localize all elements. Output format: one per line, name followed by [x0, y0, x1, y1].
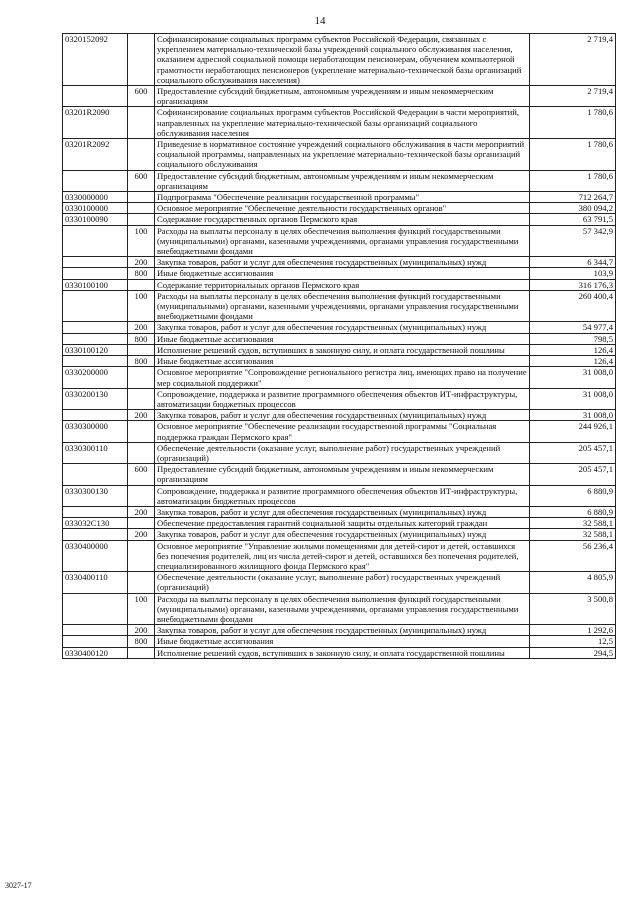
amount-cell: 63 791,5: [530, 214, 616, 225]
description-cell: Сопровождение, поддержка и развитие программного обеспечения объектов ИТ-инфраструктуры, автоматизации бюджетных процессов: [155, 485, 530, 506]
amount-cell: 712 264,7: [530, 192, 616, 203]
description-cell: Закупка товаров, работ и услуг для обеспечения государственных (муниципальных) нужд: [155, 322, 530, 333]
amount-cell: 2 719,4: [530, 34, 616, 86]
code-cell: [63, 225, 128, 257]
table-row: [63, 572, 616, 593]
code-cell: [63, 86, 128, 107]
code-cell: [63, 410, 128, 421]
amount-cell: 798,5: [530, 333, 616, 344]
amount-cell: 1 780,6: [530, 107, 616, 139]
description-cell: Основное мероприятие "Управление жилыми помещениями для детей-сирот и детей, оставшихся без попечения родителей, лиц из числа детей-сирот и детей, оставшихся без попечения родителей, специализированного жилищного фонда Пермского края": [155, 540, 530, 572]
amount-cell: 6 880,9: [530, 485, 616, 506]
table-row: [63, 139, 616, 171]
amount-cell: 54 977,4: [530, 322, 616, 333]
amount-cell: 1 780,6: [530, 170, 616, 191]
description-cell: Предоставление субсидий бюджетным, автономным учреждениям и иным некоммерческим организациям: [155, 464, 530, 485]
expense-type-cell: [128, 388, 155, 409]
expense-type-cell: 800: [128, 636, 155, 647]
amount-cell: 56 236,4: [530, 540, 616, 572]
amount-cell: 3 500,8: [530, 593, 616, 625]
table-row: [63, 540, 616, 572]
code-cell: 0330300000: [63, 421, 128, 442]
code-cell: 03201R2092: [63, 139, 128, 171]
amount-cell: 244 926,1: [530, 421, 616, 442]
description-cell: Закупка товаров, работ и услуг для обеспечения государственных (муниципальных) нужд: [155, 625, 530, 636]
code-cell: 0330400110: [63, 572, 128, 593]
amount-cell: 126,4: [530, 344, 616, 355]
expense-type-cell: [128, 518, 155, 529]
amount-cell: 103,9: [530, 268, 616, 279]
code-cell: 0330400120: [63, 647, 128, 658]
code-cell: 033032C130: [63, 518, 128, 529]
table-row: [63, 268, 616, 279]
amount-cell: 57 342,9: [530, 225, 616, 257]
description-cell: Исполнение решений судов, вступивших в законную силу, и оплата государственной пошлины: [155, 647, 530, 658]
description-cell: Иные бюджетные ассигнования: [155, 356, 530, 367]
table-row: [63, 170, 616, 191]
table-row: [63, 410, 616, 421]
table-row: [63, 322, 616, 333]
description-cell: Закупка товаров, работ и услуг для обеспечения государственных (муниципальных) нужд: [155, 529, 530, 540]
expense-type-cell: [128, 203, 155, 214]
description-cell: Иные бюджетные ассигнования: [155, 636, 530, 647]
expense-type-cell: [128, 107, 155, 139]
description-cell: Обеспечение деятельности (оказание услуг, выполнение работ) государственных учреждений (организаций): [155, 442, 530, 463]
budget-table: [62, 33, 616, 659]
table-row: [63, 367, 616, 388]
description-cell: Основное мероприятие "Сопровождение регионального регистра лиц, имеющих право на получение мер социальной поддержки": [155, 367, 530, 388]
expense-type-cell: 100: [128, 290, 155, 322]
code-cell: 0330100120: [63, 344, 128, 355]
amount-cell: 31 008,0: [530, 388, 616, 409]
budget-table-body: [63, 34, 616, 659]
expense-type-cell: 600: [128, 86, 155, 107]
amount-cell: 316 176,3: [530, 279, 616, 290]
expense-type-cell: 200: [128, 506, 155, 517]
expense-type-cell: [128, 421, 155, 442]
expense-type-cell: [128, 485, 155, 506]
table-row: [63, 529, 616, 540]
amount-cell: 380 094,2: [530, 203, 616, 214]
amount-cell: 31 008,0: [530, 410, 616, 421]
table-row: [63, 192, 616, 203]
description-cell: Содержание территориальных органов Пермского края: [155, 279, 530, 290]
description-cell: Закупка товаров, работ и услуг для обеспечения государственных (муниципальных) нужд: [155, 257, 530, 268]
code-cell: 0320152092: [63, 34, 128, 86]
table-row: [63, 356, 616, 367]
description-cell: Расходы на выплаты персоналу в целях обеспечения выполнения функций государственными (муниципальными) органами, казенными учреждениями, органами управления государственными внебюджетными фондами: [155, 225, 530, 257]
code-cell: 03201R2090: [63, 107, 128, 139]
page-number: 14: [314, 15, 326, 27]
code-cell: 0330000000: [63, 192, 128, 203]
amount-cell: 205 457,1: [530, 442, 616, 463]
description-cell: Иные бюджетные ассигнования: [155, 333, 530, 344]
expense-type-cell: 200: [128, 322, 155, 333]
description-cell: Обеспечение предоставления гарантий социальной защиты отдельных категорий граждан: [155, 518, 530, 529]
expense-type-cell: 200: [128, 529, 155, 540]
code-cell: [63, 322, 128, 333]
code-cell: 0330100090: [63, 214, 128, 225]
code-cell: [63, 464, 128, 485]
expense-type-cell: 200: [128, 257, 155, 268]
table-row: [63, 279, 616, 290]
table-row: [63, 203, 616, 214]
amount-cell: 205 457,1: [530, 464, 616, 485]
code-cell: [63, 356, 128, 367]
description-cell: Расходы на выплаты персоналу в целях обеспечения выполнения функций государственными (муниципальными) органами, казенными учреждениями, органами управления государственными внебюджетными фондами: [155, 290, 530, 322]
description-cell: Софинансирование социальных программ субъектов Российской Федерации, связанных с укреплением материально-технической базы учреждений социального обслуживания населения, оказанием адресной социальной помощи неработающим пенсионерам, обучением компьютерной грамотности неработающих пенсионеров (укрепление материально-технической базы организаций социального обслуживания населения): [155, 34, 530, 86]
code-cell: [63, 290, 128, 322]
table-row: [63, 442, 616, 463]
description-cell: Основное мероприятие "Обеспечение реализации государственной программы "Социальная поддержка граждан Пермского края": [155, 421, 530, 442]
expense-type-cell: [128, 540, 155, 572]
table-row: [63, 225, 616, 257]
table-row: [63, 290, 616, 322]
expense-type-cell: 600: [128, 464, 155, 485]
amount-cell: 6 344,7: [530, 257, 616, 268]
expense-type-cell: 100: [128, 593, 155, 625]
table-row: [63, 214, 616, 225]
code-cell: [63, 593, 128, 625]
expense-type-cell: [128, 139, 155, 171]
description-cell: Обеспечение деятельности (оказание услуг, выполнение работ) государственных учреждений (организаций): [155, 572, 530, 593]
expense-type-cell: 800: [128, 333, 155, 344]
table-row: [63, 34, 616, 86]
description-cell: Сопровождение, поддержка и развитие программного обеспечения объектов ИТ-инфраструктуры, автоматизации бюджетных процессов: [155, 388, 530, 409]
amount-cell: 260 400,4: [530, 290, 616, 322]
description-cell: Предоставление субсидий бюджетным, автономным учреждениям и иным некоммерческим организациям: [155, 170, 530, 191]
amount-cell: 32 588,1: [530, 518, 616, 529]
code-cell: [63, 257, 128, 268]
description-cell: Основное мероприятие "Обеспечение деятельности государственных органов": [155, 203, 530, 214]
description-cell: Исполнение решений судов, вступивших в законную силу, и оплата государственной пошлины: [155, 344, 530, 355]
amount-cell: 6 880,9: [530, 506, 616, 517]
amount-cell: 2 719,4: [530, 86, 616, 107]
amount-cell: 32 588,1: [530, 529, 616, 540]
table-row: [63, 506, 616, 517]
description-cell: Иные бюджетные ассигнования: [155, 268, 530, 279]
description-cell: Расходы на выплаты персоналу в целях обеспечения выполнения функций государственными (муниципальными) органами, казенными учреждениями, органами управления государственными внебюджетными фондами: [155, 593, 530, 625]
expense-type-cell: [128, 279, 155, 290]
table-row: [63, 647, 616, 658]
expense-type-cell: [128, 572, 155, 593]
code-cell: 0330400000: [63, 540, 128, 572]
expense-type-cell: [128, 344, 155, 355]
code-cell: 0330300110: [63, 442, 128, 463]
expense-type-cell: 800: [128, 356, 155, 367]
table-row: [63, 421, 616, 442]
expense-type-cell: [128, 442, 155, 463]
footer-code: 3027-17: [5, 881, 32, 890]
description-cell: Приведение в нормативное состояние учреждений социального обслуживания в части мероприятий социальной программы, направленных на укрепление материально-технической базы организаций социального обслуживания: [155, 139, 530, 171]
table-row: [63, 86, 616, 107]
amount-cell: 31 008,0: [530, 367, 616, 388]
table-row: [63, 518, 616, 529]
expense-type-cell: 100: [128, 225, 155, 257]
code-cell: [63, 636, 128, 647]
description-cell: Закупка товаров, работ и услуг для обеспечения государственных (муниципальных) нужд: [155, 410, 530, 421]
code-cell: 0330100100: [63, 279, 128, 290]
code-cell: [63, 506, 128, 517]
code-cell: [63, 333, 128, 344]
table-row: [63, 107, 616, 139]
table-row: [63, 257, 616, 268]
code-cell: 0330300130: [63, 485, 128, 506]
amount-cell: 1 780,6: [530, 139, 616, 171]
code-cell: [63, 625, 128, 636]
description-cell: Подпрограмма "Обеспечение реализации государственной программы": [155, 192, 530, 203]
description-cell: Предоставление субсидий бюджетным, автономным учреждениям и иным некоммерческим организациям: [155, 86, 530, 107]
code-cell: [63, 170, 128, 191]
expense-type-cell: 600: [128, 170, 155, 191]
description-cell: Содержание государственных органов Пермского края: [155, 214, 530, 225]
amount-cell: 1 292,6: [530, 625, 616, 636]
table-row: [63, 388, 616, 409]
description-cell: Софинансирование социальных программ субъектов Российской Федерации в части мероприятий, направленных на укрепление материально-технической базы организаций социального обслуживания населения: [155, 107, 530, 139]
table-row: [63, 485, 616, 506]
table-row: [63, 333, 616, 344]
amount-cell: 126,4: [530, 356, 616, 367]
expense-type-cell: 200: [128, 625, 155, 636]
table-row: [63, 344, 616, 355]
table-row: [63, 464, 616, 485]
expense-type-cell: [128, 192, 155, 203]
amount-cell: 294,5: [530, 647, 616, 658]
description-cell: Закупка товаров, работ и услуг для обеспечения государственных (муниципальных) нужд: [155, 506, 530, 517]
expense-type-cell: [128, 214, 155, 225]
expense-type-cell: [128, 647, 155, 658]
code-cell: 0330200130: [63, 388, 128, 409]
code-cell: [63, 268, 128, 279]
expense-type-cell: 800: [128, 268, 155, 279]
amount-cell: 12,5: [530, 636, 616, 647]
table-row: [63, 636, 616, 647]
table-row: [63, 625, 616, 636]
expense-type-cell: [128, 34, 155, 86]
table-row: [63, 593, 616, 625]
code-cell: 0330200000: [63, 367, 128, 388]
expense-type-cell: 200: [128, 410, 155, 421]
expense-type-cell: [128, 367, 155, 388]
code-cell: [63, 529, 128, 540]
amount-cell: 4 805,9: [530, 572, 616, 593]
code-cell: 0330100000: [63, 203, 128, 214]
